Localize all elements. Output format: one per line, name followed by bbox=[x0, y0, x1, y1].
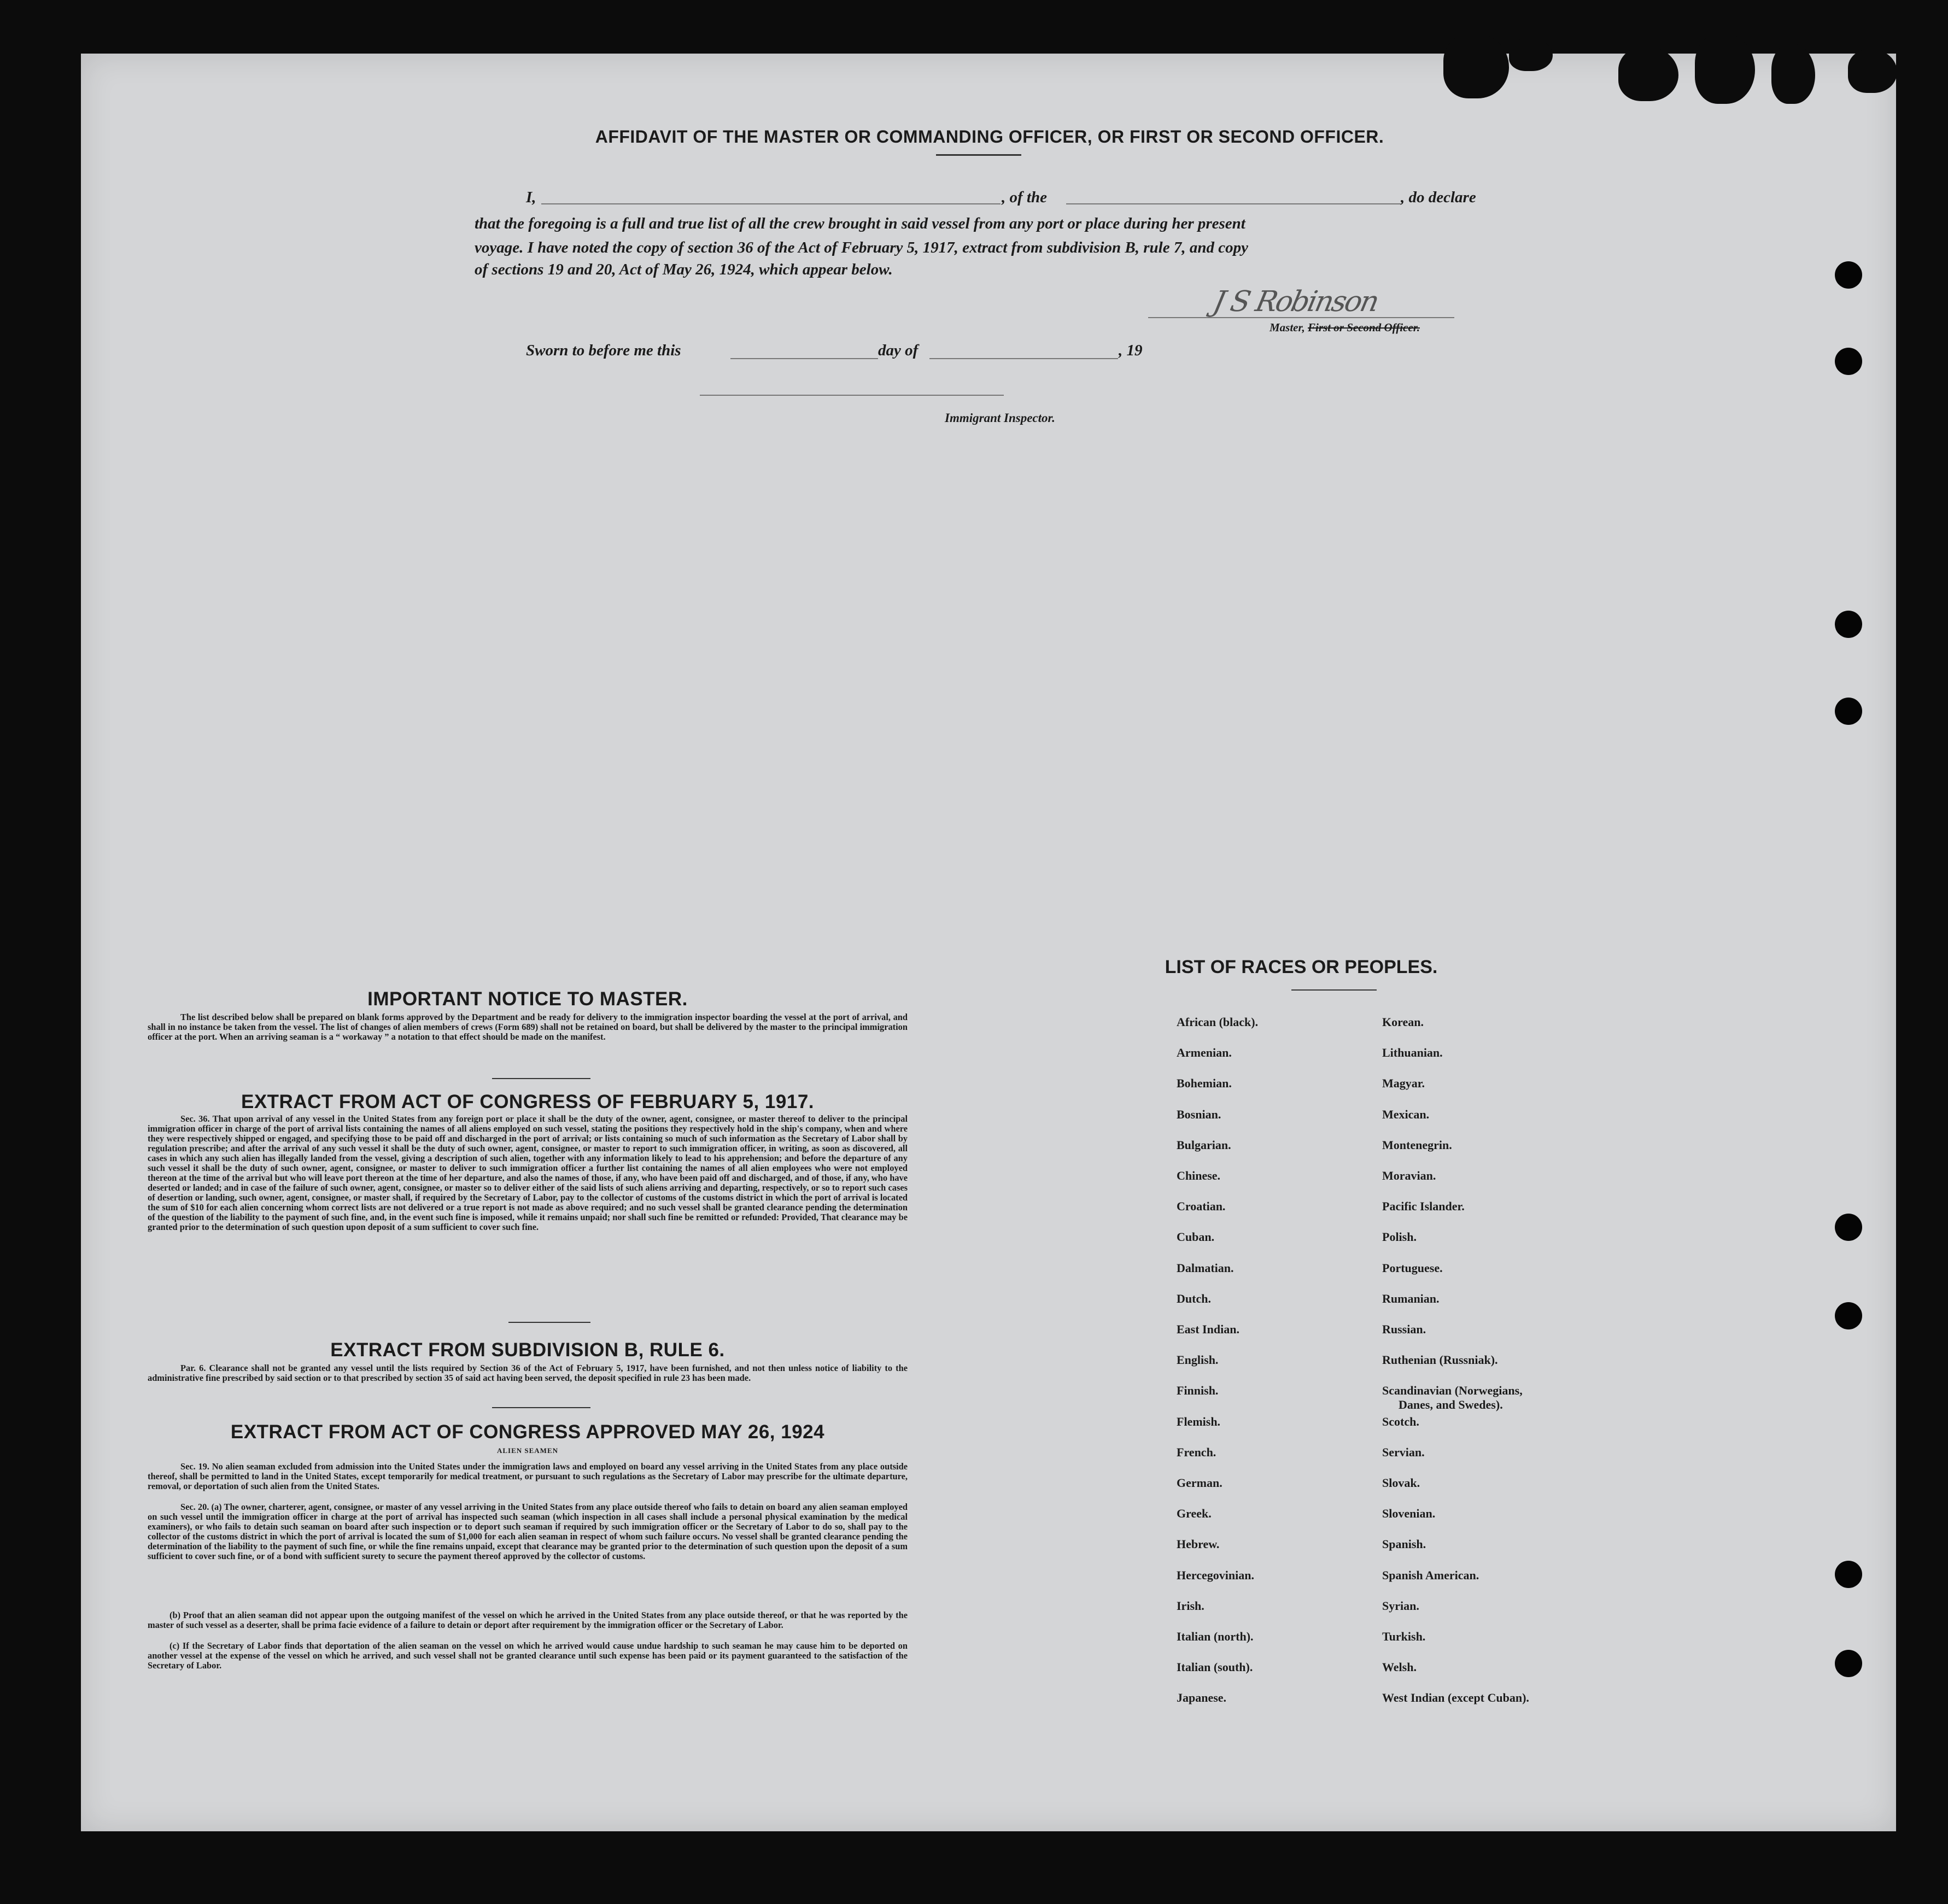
race-item: Welsh. bbox=[1382, 1660, 1417, 1674]
race-item: Russian. bbox=[1382, 1322, 1426, 1336]
page-damage bbox=[1848, 49, 1897, 93]
extract-1924-sec19: Sec. 19. No alien seaman excluded from admission into the United States under the immigration laws and employed on board any vessel arriving in the United States from any place outside thereof, shall be permitted to land in the United States, except temporarily for medical treatment, or pursuant to such regulations as the Secretary of Labor may prescribe for the ultimate departure, removal, or deportation of such alien from the United States. bbox=[148, 1461, 908, 1491]
race-item: Irish. bbox=[1177, 1598, 1204, 1613]
binder-hole bbox=[1835, 1214, 1862, 1241]
extract-1917-text: Sec. 36. That upon arrival of any vessel in the United States from any foreign port or place it shall be the duty of the owner, agent, consignee, or master thereof to deliver to the principal immigration officer in charge of the port of arrival lists containing the names of all aliens employed on such vessel, stating the positions they respectively hold in the ship's company, when and where they were respectively shipped or engaged, and specifying those to be paid off and discharged in the port of arrival; or lists containing so much of such information as the Secretary of Labor shall by regulation prescribe; and after the arrival of any such vessel it shall be the duty of such owner, agent, consignee, or master to report to such immigration officer, in writing, as soon as discovered, all cases in which any such alien has illegally landed from the vessel, giving a description of such alien, together with any information likely to lead to his apprehension; and before the departure of any such vessel it shall be the duty of such owner, agent, consignee, or master to deliver to such immigration officer a further list containing the names of all alien employees who were not employed thereon at the time of the arrival but who will leave port thereon at the time of her departure, and also the names of those, if any, who have been paid off and discharged, and of those, if any, who have deserted or landed; and in case of the failure of such owner, agent, consignee, or master so to deliver either of the said lists of such aliens arriving and departing, respectively, or so to report such cases of desertion or landing, such owner, agent, consignee, or master shall, if required by the Secretary of Labor, pay to the collector of customs of the customs district in which the port of arrival is located the sum of $10 for each alien concerning whom correct lists are not delivered or a true report is not made as above required; and no such vessel shall be granted clearance pending the determination of the question of the liability to the payment of such fine, and, in the event such fine is imposed, while it remains unpaid; nor shall such fine be remitted or refunded: Provided, That clearance may be granted prior to the determination of such question upon deposit of a sum sufficient to cover such fine. bbox=[148, 1114, 908, 1232]
affidavit-title: AFFIDAVIT OF THE MASTER OR COMMANDING OFFICER, OR FIRST OR SECOND OFFICER. bbox=[595, 127, 1384, 147]
race-item: Portuguese. bbox=[1382, 1261, 1443, 1275]
race-item: Montenegrin. bbox=[1382, 1138, 1452, 1152]
race-item: Rumanian. bbox=[1382, 1291, 1440, 1305]
title-underline bbox=[936, 154, 1021, 156]
extract-1924-sec20c: (c) If the Secretary of Labor finds that deportation of the alien seaman on the vessel on which he arrived would cause undue hardship to such seaman he may cause him to be deported on another vessel at the expense of the vessel on which he arrived, and such vessel shall not be granted clearance until such expense has been paid or its payment guaranteed to the satisfaction of the Secretary of Labor. bbox=[148, 1641, 908, 1671]
divider bbox=[508, 1322, 590, 1323]
race-item: Moravian. bbox=[1382, 1169, 1436, 1182]
race-item: Servian. bbox=[1382, 1445, 1425, 1459]
binder-hole bbox=[1835, 348, 1862, 375]
race-item: Chinese. bbox=[1177, 1169, 1221, 1182]
race-item: Polish. bbox=[1382, 1230, 1417, 1244]
signer-role-master: Master, bbox=[1270, 321, 1305, 334]
race-item: Finnish. bbox=[1177, 1384, 1219, 1398]
sworn-day-field[interactable] bbox=[730, 358, 878, 359]
race-item: English. bbox=[1177, 1353, 1219, 1367]
race-item: German. bbox=[1177, 1476, 1222, 1490]
race-item: French. bbox=[1177, 1445, 1216, 1459]
page-damage bbox=[1443, 33, 1509, 98]
race-item: Greek. bbox=[1177, 1507, 1212, 1521]
race-item: Dutch. bbox=[1177, 1291, 1211, 1305]
race-item: African (black). bbox=[1177, 1015, 1259, 1029]
sworn-label: Sworn to before me this bbox=[526, 342, 681, 359]
extract-rule6-title: EXTRACT FROM SUBDIVISION B, RULE 6. bbox=[330, 1339, 725, 1361]
divider bbox=[492, 1078, 590, 1079]
divider bbox=[492, 1407, 590, 1408]
race-item: Armenian. bbox=[1177, 1046, 1232, 1060]
affidavit-line-4: of sections 19 and 20, Act of May 26, 1924, which appear below. bbox=[475, 261, 893, 278]
extract-1924-subtitle: ALIEN SEAMEN bbox=[496, 1446, 559, 1455]
master-signature: J S Robinson bbox=[1210, 285, 1381, 318]
races-title: LIST OF RACES OR PEOPLES. bbox=[1165, 957, 1438, 977]
race-item: Hebrew. bbox=[1177, 1537, 1220, 1551]
race-item: Japanese. bbox=[1177, 1691, 1227, 1705]
race-item-continuation: Danes, and Swedes). bbox=[1399, 1398, 1503, 1411]
race-item: Lithuanian. bbox=[1382, 1046, 1443, 1060]
affidavit-line-3: voyage. I have noted the copy of section 36 of the Act of February 5, 1917, extract from subdivision B, rule 7, and copy bbox=[475, 239, 1248, 256]
page-damage bbox=[1509, 38, 1553, 71]
page-damage bbox=[1771, 44, 1815, 104]
race-item: Ruthenian (Russniak). bbox=[1382, 1353, 1498, 1367]
extract-1924-sec20a: Sec. 20. (a) The owner, charterer, agent, consignee, or master of any vessel arriving in the United States from any place outside thereof who fails to detain on board any alien seaman employed on such vessel until the immigration officer in charge at the port of arrival has inspected such seaman (which inspection in all cases shall include a personal physical examination by the medical examiners), or who fails to detain such seaman on board after such inspection or to deport such seaman if required by such immigration officer or the Secretary of Labor to do so, shall pay to the collector of the customs district in which the port of arrival is located the sum of $1,000 for each alien seaman in respect of whom such failure occurs. No vessel shall be granted clearance pending the determination of the liability to the payment of such fine, or while the fine remains unpaid, except that clearance may be granted prior to the determination of such question upon the deposit of a sum sufficient to cover such fine, or of a bond with sufficient surety to secure the payment thereof approved by the collector of customs. bbox=[148, 1502, 908, 1561]
race-item: East Indian. bbox=[1177, 1322, 1239, 1336]
binder-hole bbox=[1835, 261, 1862, 289]
race-item: Spanish American. bbox=[1382, 1568, 1479, 1582]
binder-hole bbox=[1835, 1561, 1862, 1588]
sworn-month-field[interactable] bbox=[929, 358, 1118, 359]
race-item: Dalmatian. bbox=[1177, 1261, 1234, 1275]
race-item: Hercegovinian. bbox=[1177, 1568, 1254, 1582]
signature-line bbox=[1148, 317, 1454, 318]
document-page bbox=[81, 54, 1896, 1831]
notice-text: The list described below shall be prepared on blank forms approved by the Department and be ready for delivery to the immigration inspector boarding the vessel at the port of arrival, and shall in no instance be taken from the vessel. The list of changes of alien members of crews (Form 689) shall not be retained on board, but shall be delivered by the master to the principal immigration officer at the port. When an arriving seaman is a “ workaway ” a notation to that effect should be made on the manifest. bbox=[148, 1012, 908, 1042]
race-item: Cuban. bbox=[1177, 1230, 1215, 1244]
race-item: Flemish. bbox=[1177, 1414, 1221, 1428]
race-item: Syrian. bbox=[1382, 1598, 1419, 1613]
race-item: Slovak. bbox=[1382, 1476, 1420, 1490]
page-damage bbox=[1695, 33, 1755, 104]
extract-1924-sec20b: (b) Proof that an alien seaman did not appear upon the outgoing manifest of the vessel on which he arrived in the United States from any place outside thereof, or that he was reported by the master of such vessel as a deserter, shall be prima facie evidence of a failure to detain or deport after requirement by the immigration officer or the Secretary of Labor. bbox=[148, 1610, 908, 1630]
race-item: Spanish. bbox=[1382, 1537, 1426, 1551]
inspector-label: Immigrant Inspector. bbox=[945, 411, 1055, 425]
declarant-name-field[interactable] bbox=[541, 203, 1001, 204]
race-item: Italian (north). bbox=[1177, 1630, 1254, 1643]
signer-role-struck: First or Second Officer. bbox=[1308, 321, 1420, 334]
races-title-underline bbox=[1291, 989, 1377, 991]
race-item: Pacific Islander. bbox=[1382, 1199, 1465, 1214]
page-damage bbox=[1618, 46, 1678, 101]
extract-1917-title: EXTRACT FROM ACT OF CONGRESS OF FEBRUARY 5, 1917. bbox=[241, 1091, 815, 1112]
race-item: Italian (south). bbox=[1177, 1660, 1253, 1674]
race-item: Scandinavian (Norwegians, bbox=[1382, 1384, 1523, 1398]
race-item: Slovenian. bbox=[1382, 1507, 1436, 1521]
binder-hole bbox=[1835, 1650, 1862, 1677]
year-label: , 19 bbox=[1119, 342, 1143, 359]
race-item: Mexican. bbox=[1382, 1107, 1430, 1121]
binder-hole bbox=[1835, 698, 1862, 725]
day-of-label: day of bbox=[878, 342, 919, 359]
vessel-name-field[interactable] bbox=[1066, 203, 1401, 204]
race-item: Croatian. bbox=[1177, 1199, 1226, 1214]
of-the-label: , of the bbox=[1002, 189, 1047, 206]
race-item: West Indian (except Cuban). bbox=[1382, 1691, 1529, 1705]
race-item: Bohemian. bbox=[1177, 1076, 1232, 1091]
extract-1924-title: EXTRACT FROM ACT OF CONGRESS APPROVED MAY 26, 1924 bbox=[230, 1421, 825, 1443]
inspector-signature-line[interactable] bbox=[700, 395, 1004, 396]
race-item: Bulgarian. bbox=[1177, 1138, 1231, 1152]
signer-role bbox=[1270, 321, 1420, 335]
notice-title: IMPORTANT NOTICE TO MASTER. bbox=[367, 988, 688, 1010]
extract-rule6-text: Par. 6. Clearance shall not be granted any vessel until the lists required by Section 36 of the Act of February 5, 1917, have been furnished, and not then unless notice of liability to the administrative fine prescribed by said section or to that prescribed by section 35 of said act having been served, the deposit specified in rule 23 has been made. bbox=[148, 1363, 908, 1383]
race-item: Scotch. bbox=[1382, 1414, 1419, 1428]
race-item: Bosnian. bbox=[1177, 1107, 1221, 1121]
race-item: Magyar. bbox=[1382, 1076, 1425, 1091]
declarant-label: I, bbox=[526, 189, 536, 206]
race-item: Turkish. bbox=[1382, 1630, 1426, 1643]
race-item: Korean. bbox=[1382, 1015, 1424, 1029]
affidavit-line-2: that the foregoing is a full and true list of all the crew brought in said vessel from any port or place during her present bbox=[475, 215, 1245, 232]
binder-hole bbox=[1835, 1302, 1862, 1329]
do-declare-label: , do declare bbox=[1401, 189, 1476, 206]
binder-hole bbox=[1835, 611, 1862, 638]
